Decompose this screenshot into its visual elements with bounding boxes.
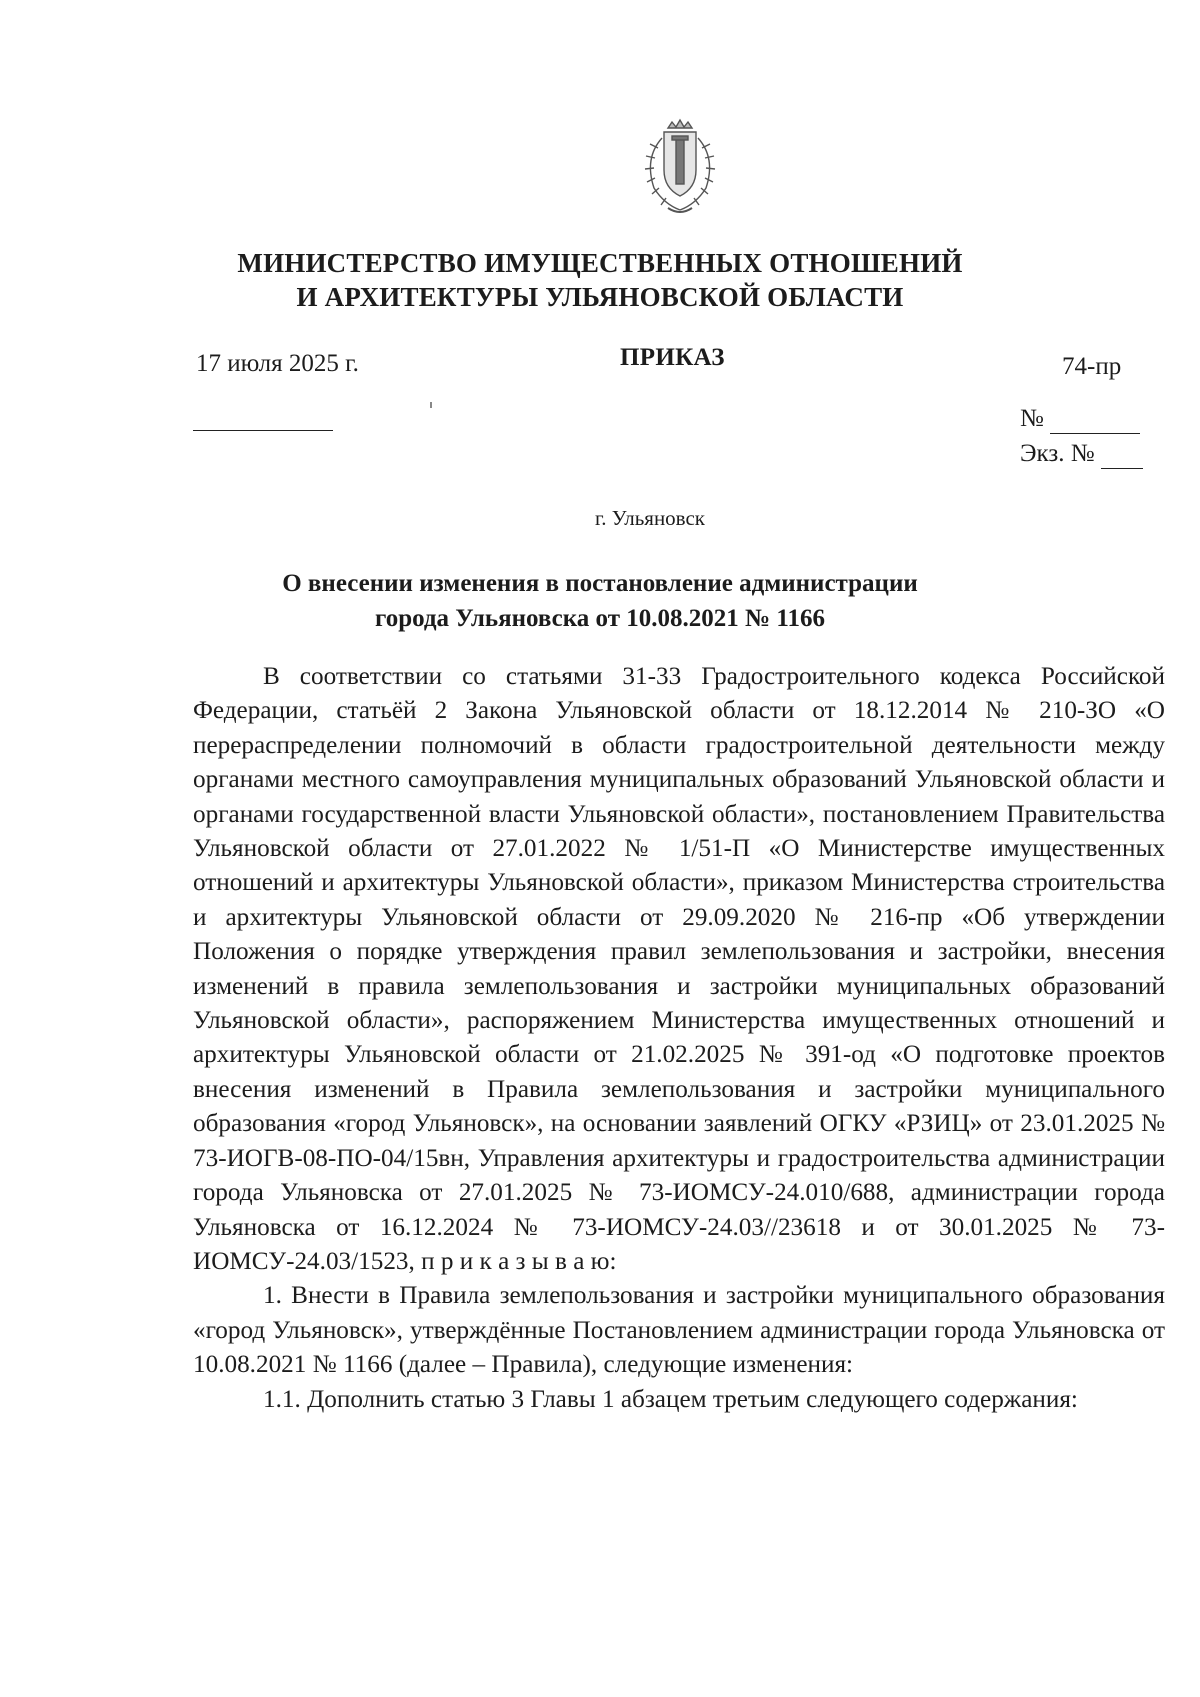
order-number: 74-пр (1062, 353, 1122, 380)
coat-of-arms-icon (624, 118, 736, 218)
copy-number-field (1020, 440, 1143, 469)
city: г. Ульяновск (594, 506, 705, 530)
ministry-name-line1: МИНИСТЕРСТВО ИМУЩЕСТВЕННЫХ ОТНОШЕНИЙ (237, 248, 963, 278)
order-subject-line2: города Ульяновска от 10.08.2021 № 1166 (374, 605, 825, 632)
number-blank (1050, 405, 1140, 434)
number-field (1020, 405, 1140, 434)
number-label: № (1020, 405, 1044, 432)
copy-number-label: Экз. № (1020, 440, 1095, 467)
scan-mark (430, 402, 432, 408)
item-1-paragraph: 1. Внести в Правила землепользования и застройки муниципального образования «город Ульяновск», утверждённые Постановлением администрации города Ульяновска от 10.08.2021 № 1166 (далее – Правила), следующие изменения: (193, 1282, 1165, 1379)
preamble-paragraph: В соответствии со статьями 31-33 Градостроительного кодекса Российской Федерации, статьёй 2 Закона Ульяновской области от 18.12.2014 № 210-ЗО «О перераспределении полномочий в области градостроительной деятельности между органами местного самоуправления муниципальных образований Ульяновской области и органами государственной власти Ульяновской области», постановлением Правительства Ульяновской области от 27.01.2022 № 1/51-П «О Министерстве имущественных отношений и архитектуры Ульяновской области», приказом Министерства строительства и архитектуры Ульяновской области от 29.09.2020 № 216-пр «Об утверждении Положения о порядке утверждения правил землепользования и застройки, внесения изменений в правила землепользования и застройки муниципальных образований Ульяновской области», распоряжением Министерства имущественных отношений и архитектуры Ульяновской области от 21.02.2025 № 391-од «О подготовке проектов внесения изменений в Правила землепользования и застройки муниципального образования «город Ульяновск», на основании заявлений ОГКУ «РЗИЦ» от 23.01.2025 № 73-ИОГВ-08-ПО-04/15вн, Управления архитектуры и градостроительства администрации города Ульяновска от 27.01.2025 № 73-ИОМСУ-24.010/688, администрации города Ульяновска от 16.12.2024 № 73-ИОМСУ-24.03//23618 и от 30.01.2025 № 73-ИОМСУ-24.03/1523, п р и к а з ы в а ю: (193, 663, 1165, 1275)
item-1-1-paragraph: 1.1. Дополнить статью 3 Главы 1 абзацем третьим следующего содержания: (263, 1385, 1078, 1413)
order-body (193, 660, 1165, 1417)
copy-number-blank (1101, 440, 1143, 469)
ministry-name-line2: И АРХИТЕКТУРЫ УЛЬЯНОВСКОЙ ОБЛАСТИ (296, 282, 904, 312)
order-date: 17 июля 2025 г. (196, 350, 359, 377)
order-subject-line1: О внесении изменения в постановление администрации (282, 570, 918, 597)
date-underline (193, 430, 333, 431)
order-subject (200, 566, 1000, 636)
ministry-name (200, 246, 1000, 314)
order-title: ПРИКАЗ (620, 344, 725, 371)
